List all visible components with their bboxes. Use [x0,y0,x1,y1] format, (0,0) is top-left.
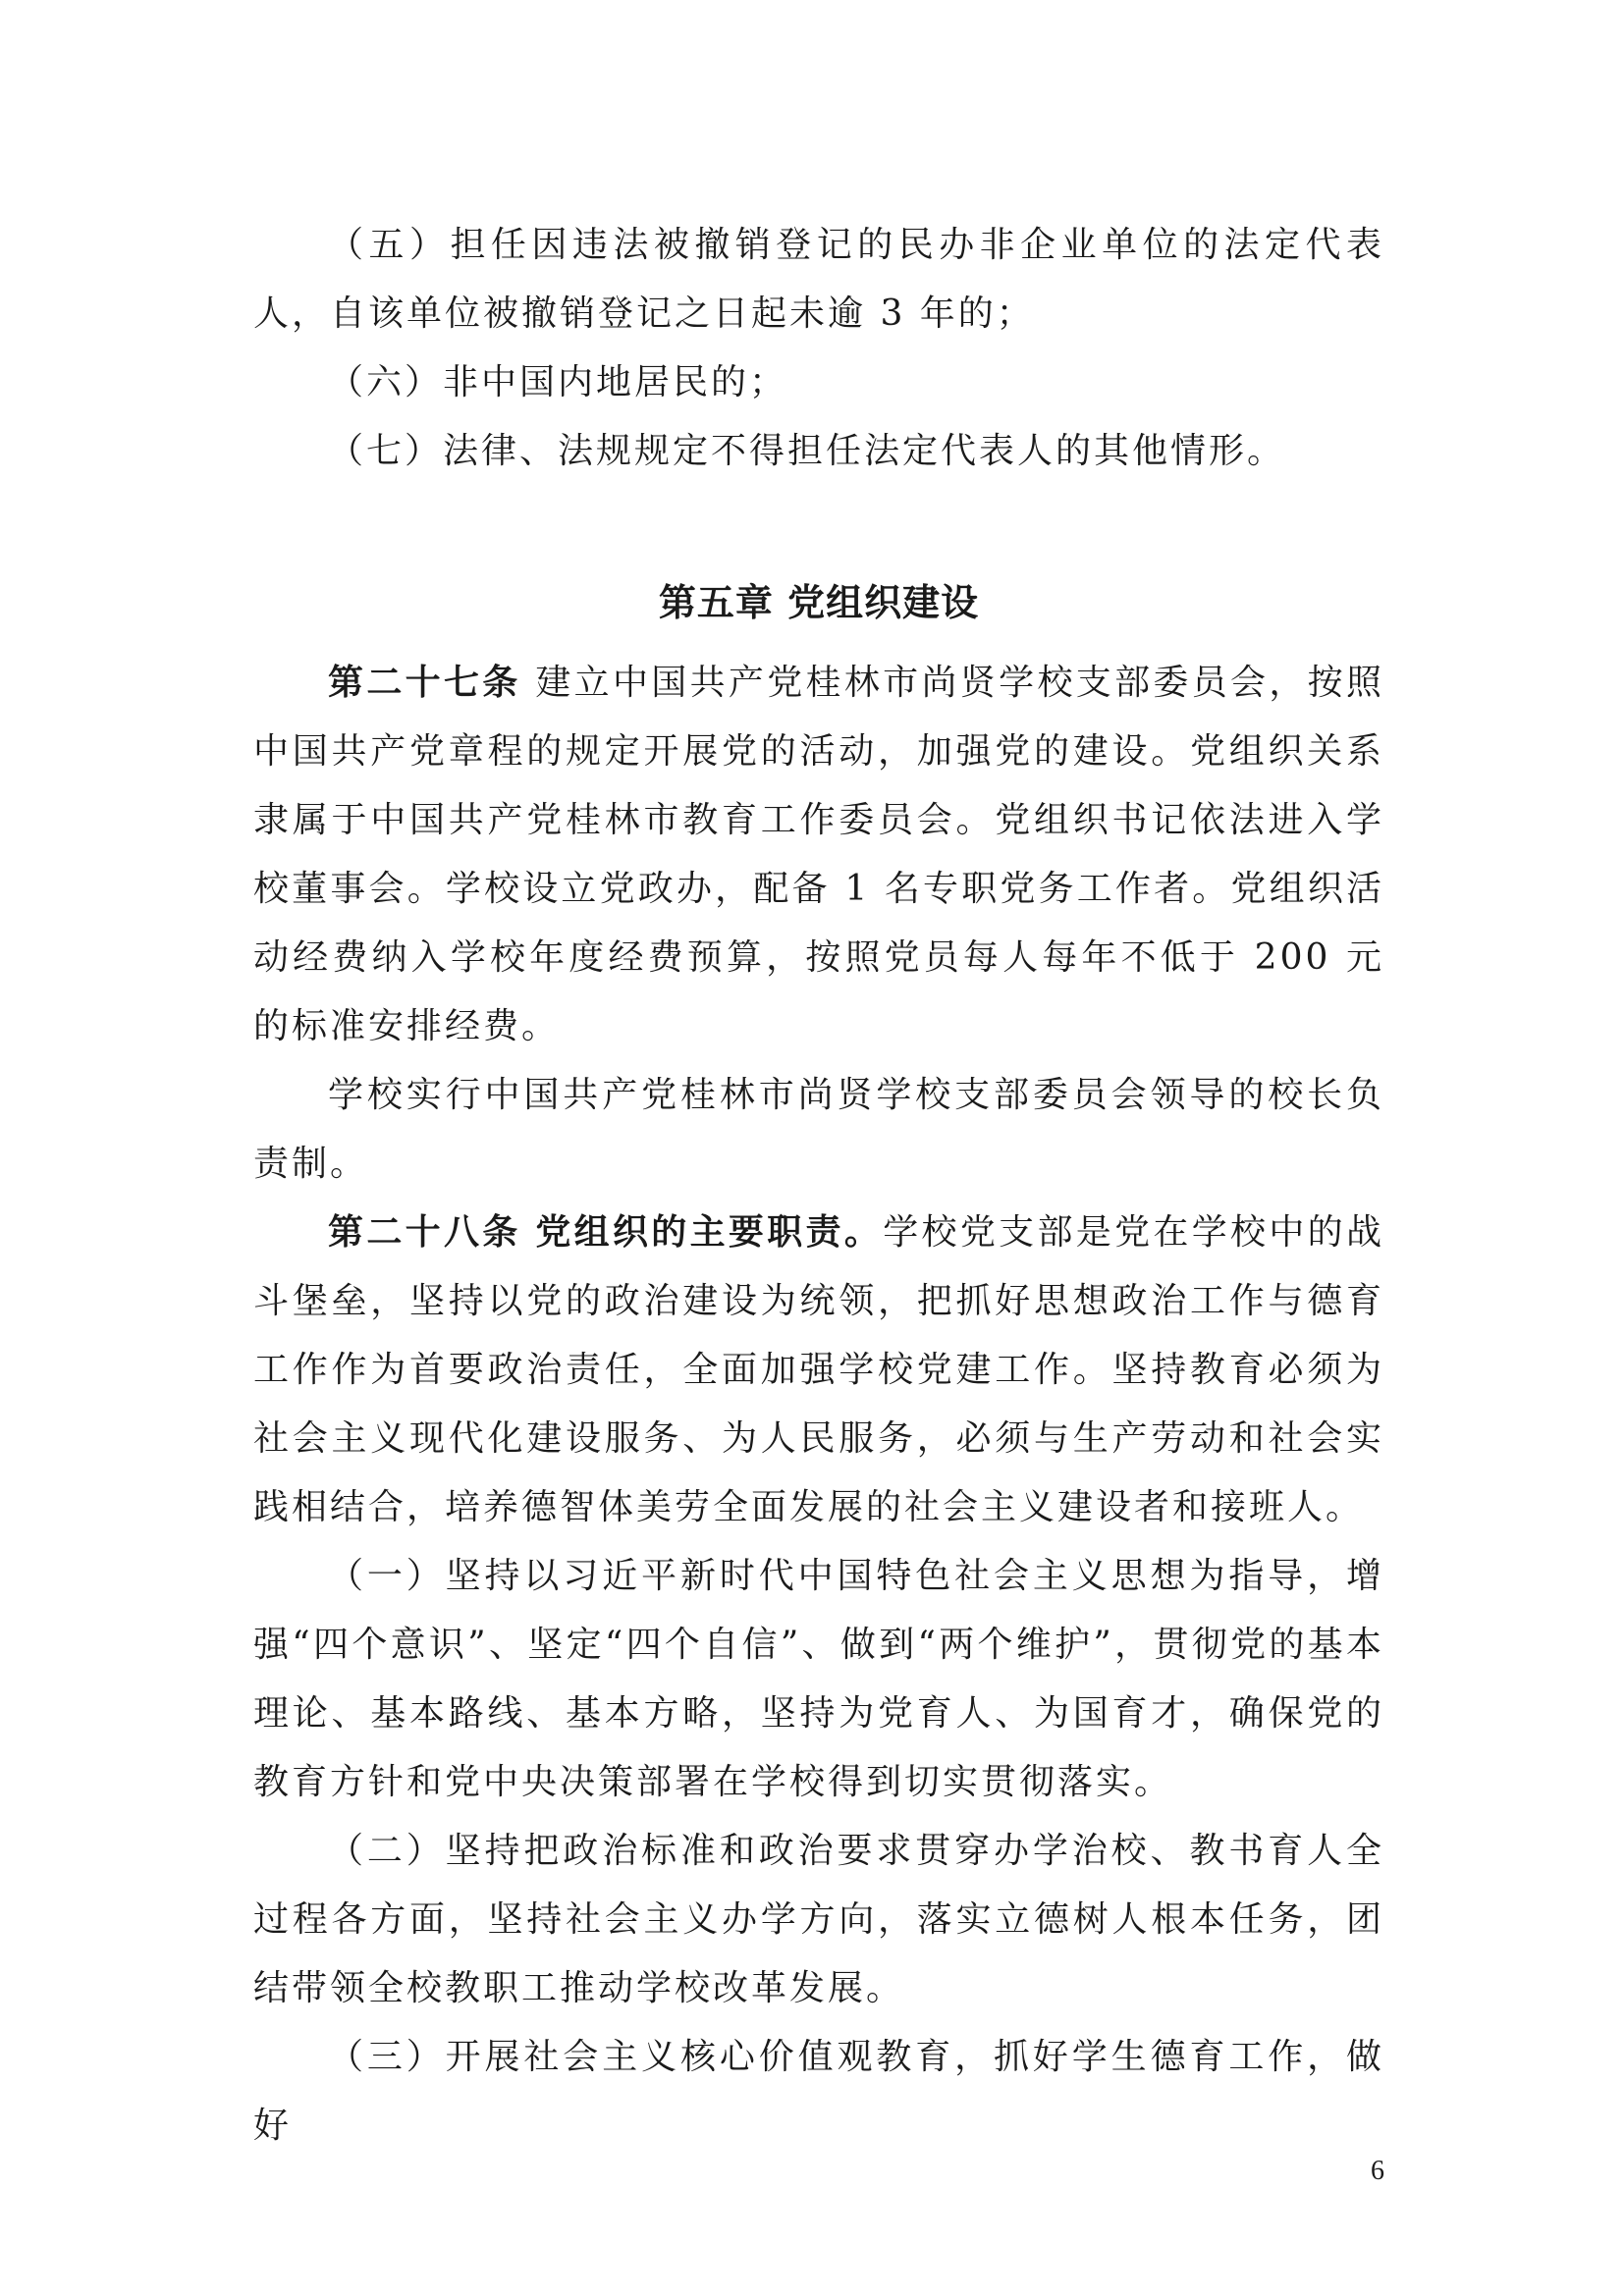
article-28-label: 第二十八条 [328,1212,521,1253]
article-28-title: 党组织的主要职责。 [535,1212,884,1253]
article-27 [253,649,1384,1061]
article-28 [253,1199,1384,1542]
list-item-6: （六）非中国内地居民的； [328,362,788,402]
article-28-item-1: （一）坚持以习近平新时代中国特色社会主义思想为指导，增强“四个意识”、坚定“四个自信”、做到“两个维护”，贯彻党的基本理论、基本路线、基本方略，坚持为党育人、为国育才，确保党的教育方针和党中央决策部署在学校得到切实贯彻落实。 [253,1556,1384,1802]
list-item-5: （五）担任因违法被撤销登记的民办非企业单位的法定代表人，自该单位被撤销登记之日起未逾 3 年的； [253,225,1384,334]
article-28-text: 学校党支部是党在学校中的战斗堡垒，坚持以党的政治建设为统领，把抓好思想政治工作与德育工作作为首要政治责任，全面加强学校党建工作。坚持教育必须为社会主义现代化建设服务、为人民服务，必须与生产劳动和社会实践相结合，培养德智体美劳全面发展的社会主义建设者和接班人。 [253,1212,1384,1527]
chapter-title: 第五章 党组织建设 [658,581,980,624]
article-28-item-2: （二）坚持把政治标准和政治要求贯穿办学治校、教书育人全过程各方面，坚持社会主义办学方向，落实立德树人根本任务，团结带领全校教职工推动学校改革发展。 [253,1831,1384,2008]
list-item-7: （七）法律、法规规定不得担任法定代表人的其他情形。 [328,431,1286,471]
page-number: 6 [1371,2156,1384,2186]
article-27-label: 第二十七条 [328,663,521,703]
document-page [253,211,1384,2161]
article-27-para2: 学校实行中国共产党桂林市尚贤学校支部委员会领导的校长负责制。 [253,1075,1384,1184]
article-27-text: 建立中国共产党桂林市尚贤学校支部委员会，按照中国共产党章程的规定开展党的活动，加强党的建设。党组织关系隶属于中国共产党桂林市教育工作委员会。党组织书记依法进入学校董事会。学校设立党政办，配备 1 名专职党务工作者。党组织活动经费纳入学校年度经费预算，按照党员每人每年不低于 200 元的标准安排经费。 [253,663,1384,1046]
article-28-item-3: （三）开展社会主义核心价值观教育，抓好学生德育工作，做好 [253,2037,1384,2146]
